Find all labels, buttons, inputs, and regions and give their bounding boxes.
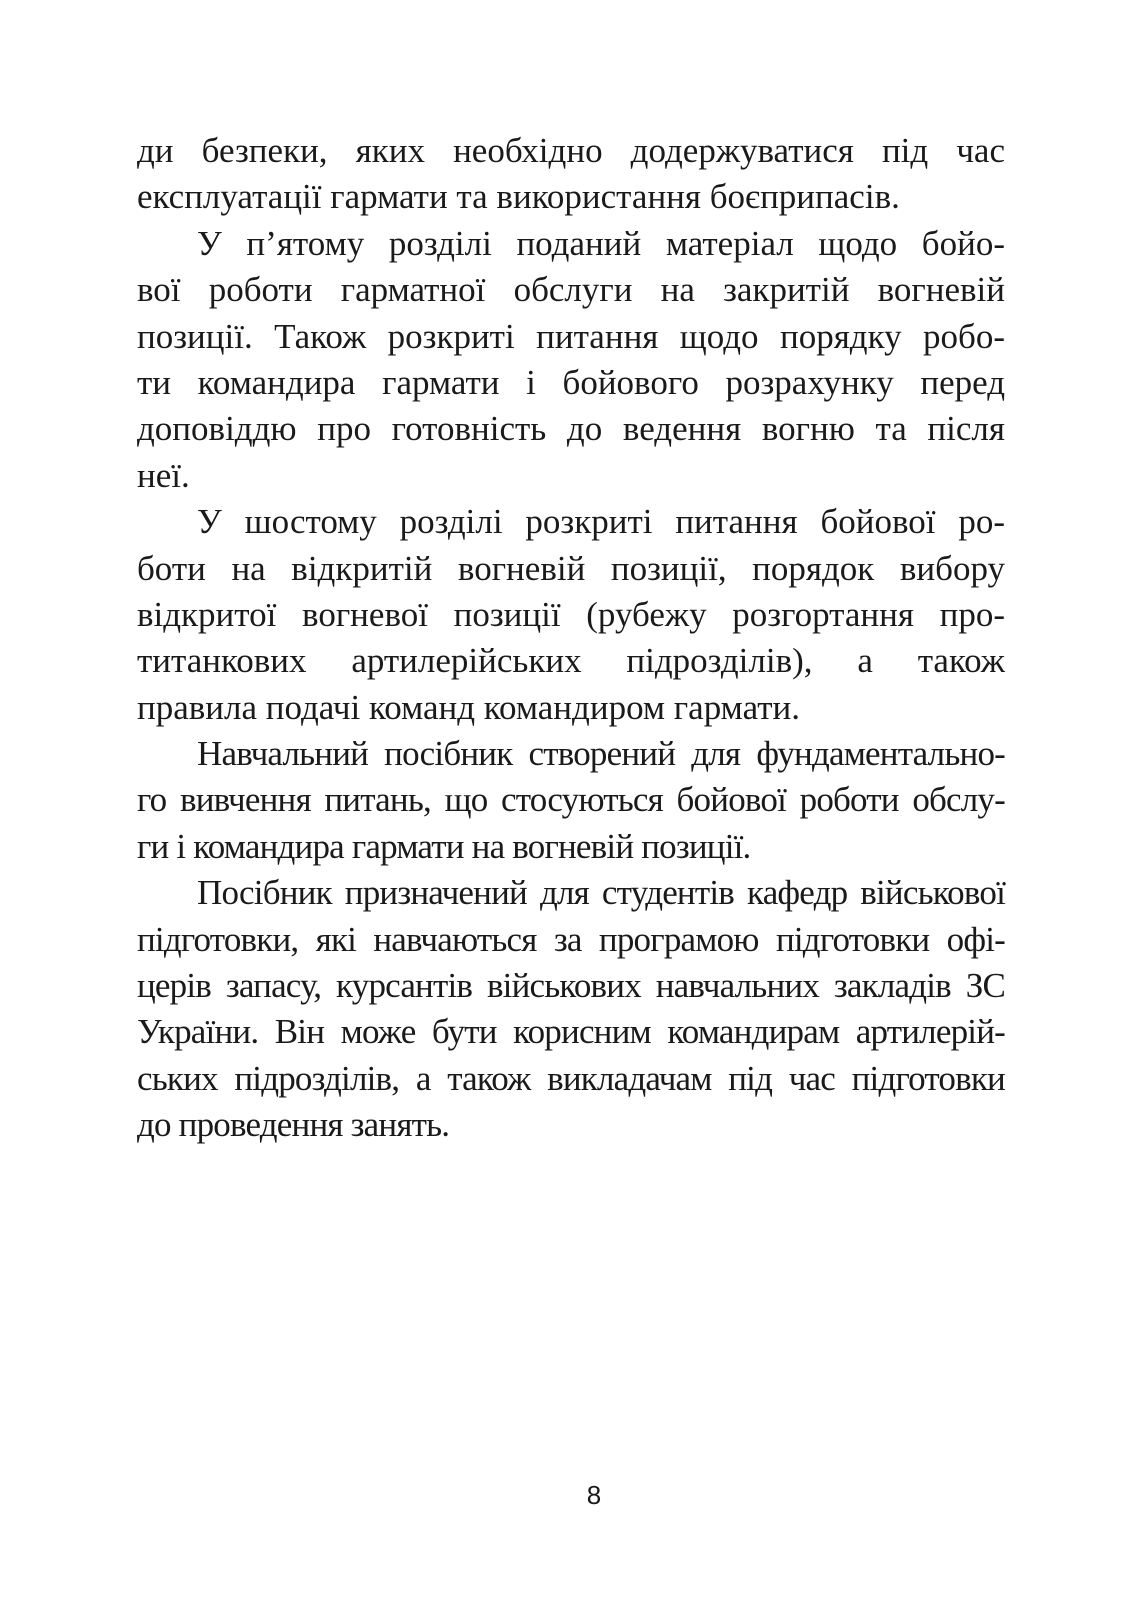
text-line: позиції. Також розкриті питання щодо порядку робо- [137, 316, 1005, 356]
text-line: У п’ятому розділі поданий матеріал щодо бойо- [197, 223, 1005, 263]
text-line: України. Він може бути корисним командирам артилерій- [137, 1012, 1005, 1052]
body-text [137, 128, 1005, 1149]
text-line: вої роботи гарматної обслуги на закритій вогневій [137, 270, 1005, 310]
text-line: Посібник призначений для студентів кафедр військової [197, 873, 1005, 913]
text-line: правила подачі команд командиром гармати. [137, 687, 800, 727]
text-line: до проведення занять. [137, 1105, 450, 1145]
text-line: ти командира гармати і бойового розрахунку перед [137, 362, 1005, 402]
text-line: відкритої вогневої позиції (рубежу розгортання про- [137, 594, 1005, 634]
page-number: 8 [586, 1480, 602, 1510]
text-line: церів запасу, курсантів військових навчальних закладів ЗС [137, 966, 1005, 1006]
text-line: го вивчення питань, що стосуються бойової роботи обслу- [137, 780, 1005, 820]
text-line: ди безпеки, яких необхідно додержуватися під час [137, 131, 1005, 170]
text-line: У шостому розділі розкриті питання бойової ро- [197, 502, 1005, 542]
text-line: неї. [137, 455, 190, 495]
text-line: Навчальний посібник створений для фундаментально- [197, 734, 1005, 774]
text-line: доповіддю про готовність до ведення вогню та після [137, 409, 1005, 449]
text-line: боти на відкритій вогневій позиції, порядок вибору [137, 548, 1005, 588]
text-line: титанкових артилерійських підрозділів), а також [137, 641, 1005, 681]
text-line: експлуатації гармати та використання боєприпасів. [137, 177, 900, 217]
text-line: підготовки, які навчаються за програмою підготовки офі- [137, 919, 1005, 959]
text-line: ських підрозділів, а також викладачам під час підготовки [137, 1058, 1005, 1098]
text-line: ги і командира гармати на вогневій позиції. [137, 826, 751, 866]
